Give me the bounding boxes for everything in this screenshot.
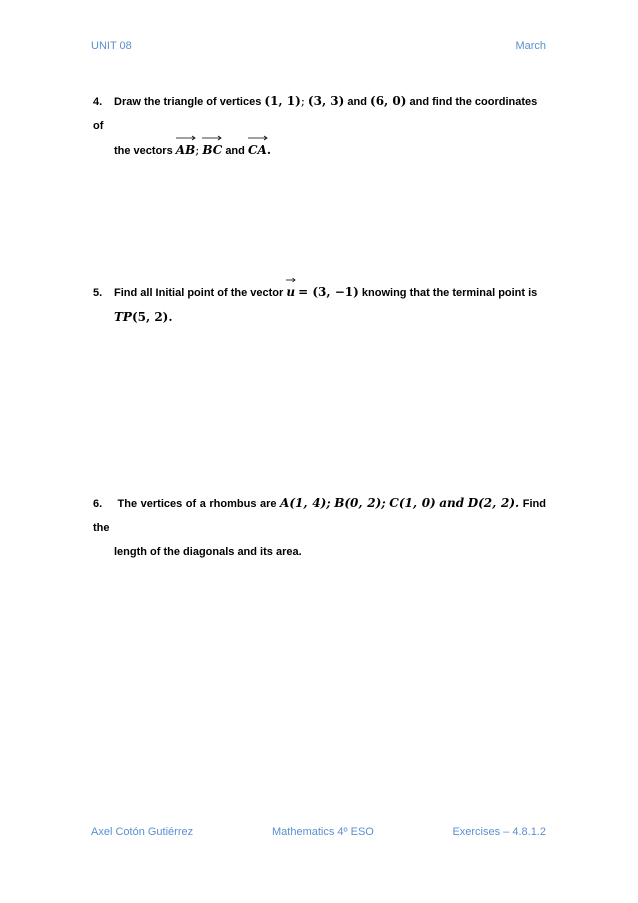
exercise-5-line-1 <box>93 280 546 305</box>
terminal-point-value: (5, 2). <box>131 310 173 324</box>
footer-subject: Mathematics 4º ESO <box>272 826 374 838</box>
vector-ab-label: AB <box>175 143 196 157</box>
exercise-6-text-a: The vertices of a rhombus are <box>117 498 277 510</box>
exercise-4-text-b: and find the coordinates of <box>93 96 538 132</box>
vector-ca <box>248 138 267 162</box>
exercise-4-line-2 <box>93 138 546 163</box>
vector-u-label: u <box>286 285 296 299</box>
vertex-3: (6, 0) <box>370 94 407 108</box>
vector-u-value: = (3, −1) <box>298 285 359 299</box>
terminal-point-label: TP <box>114 310 132 324</box>
exercise-6 <box>93 491 546 564</box>
exercise-5-line-2 <box>93 305 546 330</box>
vector-u <box>286 280 295 304</box>
footer-exercises: Exercises – 4.8.1.2 <box>452 826 546 838</box>
exercise-4-line-1 <box>93 89 546 138</box>
and-word: and <box>225 145 245 157</box>
exercise-5-text-a: Find all Initial point of the vector <box>114 287 284 299</box>
vector-bc-label: BC <box>202 143 223 157</box>
exercise-4 <box>93 89 546 163</box>
vertex-1: (1, 1) <box>264 94 301 108</box>
exercise-6-line-1 <box>93 491 546 540</box>
exercise-number: 4. <box>93 96 103 108</box>
exercise-number: 6. <box>93 498 103 510</box>
header-month: March <box>515 40 546 52</box>
exercise-4-text-c: the vectors <box>114 145 173 157</box>
header-unit: UNIT 08 <box>91 40 132 52</box>
vertex-b: B(0, 2); <box>334 496 386 510</box>
vertex-a: A(1, 4); <box>280 496 331 510</box>
and-word: and <box>347 96 367 108</box>
vector-bc <box>202 138 222 162</box>
separator: ; <box>195 143 200 157</box>
footer-author: Axel Cotón Gutiérrez <box>91 826 194 838</box>
exercise-number: 5. <box>93 287 103 299</box>
and-word: and <box>439 496 465 510</box>
vertex-d: D(2, 2). <box>467 496 520 510</box>
exercise-5-text-b: knowing that the terminal point is <box>361 287 538 299</box>
vector-ca-label: CA <box>247 143 267 157</box>
vertex-2: (3, 3) <box>307 94 345 108</box>
vector-ab <box>176 138 195 162</box>
exercise-6-text-b: Find the <box>93 498 546 534</box>
vector-arrow-icon <box>286 277 296 283</box>
period: . <box>266 143 271 157</box>
separator: ; <box>300 94 305 108</box>
exercise-6-text-c: length of the diagonals and its area. <box>114 546 302 558</box>
exercise-4-text-a: Draw the triangle of vertices <box>114 96 262 108</box>
exercise-6-line-2 <box>93 540 546 564</box>
exercise-5 <box>93 280 546 330</box>
vertex-c: C(1, 0) <box>389 496 436 510</box>
